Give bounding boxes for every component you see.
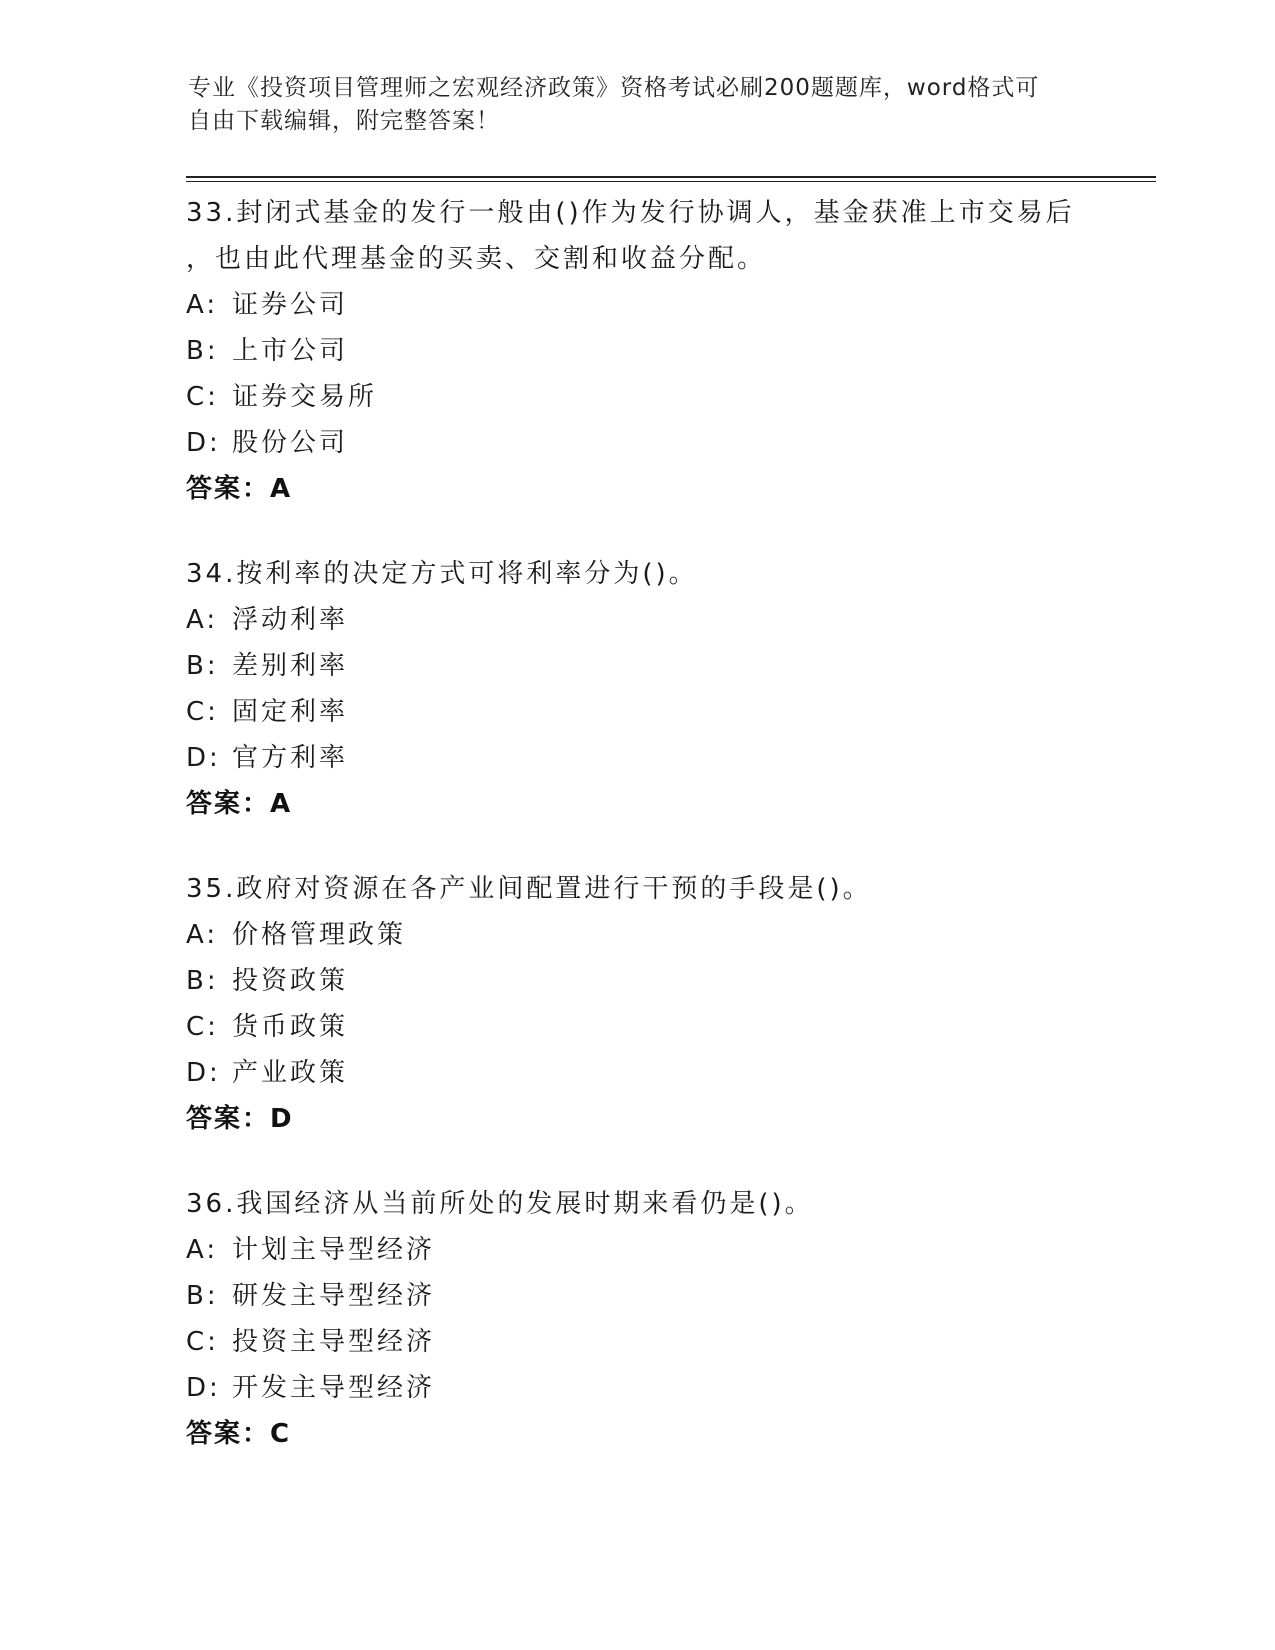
- answer-label: 答案：A: [186, 474, 293, 504]
- option-b: [186, 958, 1146, 1004]
- question-35: [186, 866, 1146, 1142]
- header-divider-thin: [186, 181, 1156, 182]
- option-b: [186, 643, 1146, 689]
- option-a: [186, 597, 1146, 643]
- option-letter: B:: [186, 1281, 219, 1311]
- option-b: [186, 1273, 1146, 1319]
- question-stem: [186, 1181, 1146, 1227]
- option-a: [186, 1227, 1146, 1273]
- header-line-1: 专业《投资项目管理师之宏观经济政策》资格考试必刷200题题库，word格式可: [188, 75, 1040, 101]
- option-letter: A:: [186, 920, 219, 950]
- option-letter: C:: [186, 1327, 219, 1357]
- option-text: 产业政策: [232, 1058, 349, 1088]
- header-divider-thick: [186, 176, 1156, 178]
- option-letter: D:: [186, 743, 221, 773]
- option-letter: A:: [186, 290, 219, 320]
- option-text: 货币政策: [232, 1012, 349, 1042]
- option-d: [186, 735, 1146, 781]
- answer-label: 答案：D: [186, 1104, 294, 1134]
- option-letter: D:: [186, 1373, 221, 1403]
- option-c: [186, 374, 1146, 420]
- option-letter: B:: [186, 336, 219, 366]
- option-text: 计划主导型经济: [232, 1235, 436, 1265]
- question-stem-line-1: 36.我国经济从当前所处的发展时期来看仍是()。: [186, 1189, 814, 1219]
- question-stem: [186, 190, 1146, 282]
- option-text: 浮动利率: [232, 605, 349, 635]
- question-34: [186, 551, 1146, 827]
- option-c: [186, 1004, 1146, 1050]
- option-text: 股份公司: [232, 428, 349, 458]
- answer-label: 答案：A: [186, 789, 293, 819]
- option-letter: B:: [186, 651, 219, 681]
- header-line-2: 自由下载编辑，附完整答案！: [188, 108, 500, 134]
- option-text: 研发主导型经济: [232, 1281, 436, 1311]
- question-stem: [186, 866, 1146, 912]
- option-a: [186, 282, 1146, 328]
- option-text: 投资政策: [232, 966, 349, 996]
- option-letter: C:: [186, 697, 219, 727]
- question-stem-line-1: 33.封闭式基金的发行一般由()作为发行协调人，基金获准上市交易后: [186, 198, 1075, 228]
- question-stem-line-1: 35.政府对资源在各产业间配置进行干预的手段是()。: [186, 874, 872, 904]
- option-a: [186, 912, 1146, 958]
- option-text: 官方利率: [232, 743, 349, 773]
- option-letter: D:: [186, 1058, 221, 1088]
- option-letter: A:: [186, 605, 219, 635]
- option-text: 证券交易所: [232, 382, 378, 412]
- question-list: [186, 190, 1146, 1496]
- question-36: [186, 1181, 1146, 1457]
- option-text: 证券公司: [232, 290, 349, 320]
- option-text: 价格管理政策: [232, 920, 407, 950]
- question-stem: [186, 551, 1146, 597]
- question-33: [186, 190, 1146, 512]
- option-letter: C:: [186, 1012, 219, 1042]
- question-stem-line-2: ，也由此代理基金的买卖、交割和收益分配。: [186, 244, 767, 274]
- option-text: 上市公司: [232, 336, 349, 366]
- option-c: [186, 1319, 1146, 1365]
- option-letter: C:: [186, 382, 219, 412]
- option-c: [186, 689, 1146, 735]
- question-stem-line-1: 34.按利率的决定方式可将利率分为()。: [186, 559, 698, 589]
- option-text: 投资主导型经济: [232, 1327, 436, 1357]
- answer-label: 答案：C: [186, 1419, 292, 1449]
- option-text: 开发主导型经济: [232, 1373, 436, 1403]
- option-letter: A:: [186, 1235, 219, 1265]
- option-d: [186, 420, 1146, 466]
- option-text: 固定利率: [232, 697, 349, 727]
- document-header: [188, 72, 1088, 138]
- option-text: 差别利率: [232, 651, 349, 681]
- option-b: [186, 328, 1146, 374]
- option-letter: B:: [186, 966, 219, 996]
- option-d: [186, 1365, 1146, 1411]
- option-letter: D:: [186, 428, 221, 458]
- option-d: [186, 1050, 1146, 1096]
